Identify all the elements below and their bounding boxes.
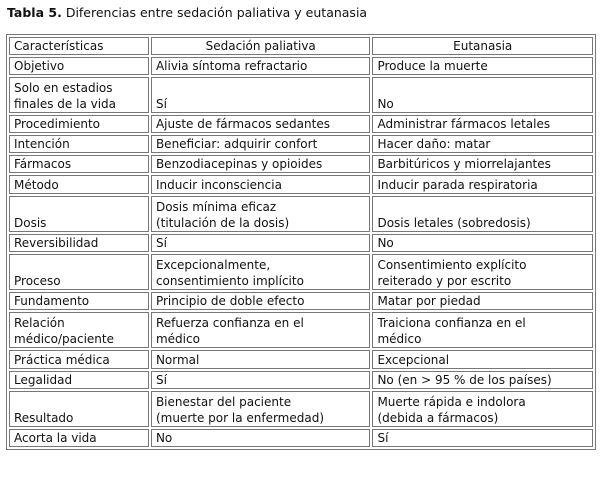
sedation-cell: Sí (151, 371, 371, 389)
characteristic-cell: Reversibilidad (9, 234, 149, 252)
table-row (9, 196, 593, 232)
table-row (9, 371, 593, 389)
euthanasia-cell: No (372, 77, 593, 113)
sedation-cell: Dosis mínima eficaz (titulación de la dosis) (151, 196, 371, 232)
sedation-cell: Principio de doble efecto (151, 292, 371, 310)
table-row (9, 77, 593, 113)
euthanasia-cell: Produce la muerte (372, 57, 593, 75)
sedation-cell: Excepcionalmente, consentimiento implícito (151, 254, 371, 290)
table-row (9, 175, 593, 194)
euthanasia-cell: Excepcional (372, 350, 593, 369)
euthanasia-cell: Hacer daño: matar (372, 135, 593, 153)
sedation-cell: Refuerza confianza en el médico (151, 312, 371, 348)
table-row (9, 234, 593, 252)
header-eutanasia: Eutanasia (372, 37, 593, 55)
characteristic-cell: Legalidad (9, 371, 149, 389)
comparison-table (6, 34, 596, 450)
table-row (9, 135, 593, 153)
euthanasia-cell: Consentimiento explícito reiterado y por escrito (372, 254, 593, 290)
euthanasia-cell: No (372, 234, 593, 252)
sedation-cell: Ajuste de fármacos sedantes (151, 115, 371, 133)
characteristic-cell: Método (9, 175, 149, 194)
euthanasia-cell: Inducir parada respiratoria (372, 175, 593, 194)
sedation-cell: Beneficiar: adquirir confort (151, 135, 371, 153)
table-row (9, 429, 593, 447)
table-row (9, 254, 593, 290)
euthanasia-cell: Sí (372, 429, 593, 447)
table-title: Diferencias entre sedación paliativa y eutanasia (65, 5, 368, 20)
table-row (9, 115, 593, 133)
sedation-cell: Sí (151, 234, 371, 252)
sedation-cell: Alivia síntoma refractario (151, 57, 371, 75)
characteristic-cell: Proceso (9, 254, 149, 290)
characteristic-cell: Objetivo (9, 57, 149, 75)
characteristic-cell: Fundamento (9, 292, 149, 310)
table-body (9, 37, 593, 447)
euthanasia-cell: No (en > 95 % de los países) (372, 371, 593, 389)
table-number: Tabla 5. (7, 5, 62, 20)
characteristic-cell: Solo en estadios finales de la vida (9, 77, 149, 113)
sedation-cell: Inducir inconsciencia (151, 175, 371, 194)
table-row (9, 350, 593, 369)
table-row (9, 57, 593, 75)
euthanasia-cell: Matar por piedad (372, 292, 593, 310)
sedation-cell: Bienestar del paciente (muerte por la enfermedad) (151, 391, 371, 427)
characteristic-cell: Procedimiento (9, 115, 149, 133)
characteristic-cell: Intención (9, 135, 149, 153)
sedation-cell: Normal (151, 350, 371, 369)
table-row (9, 391, 593, 427)
euthanasia-cell: Barbitúricos y miorrelajantes (372, 155, 593, 173)
euthanasia-cell: Traiciona confianza en el médico (372, 312, 593, 348)
characteristic-cell: Relación médico/paciente (9, 312, 149, 348)
table-row (9, 292, 593, 310)
characteristic-cell: Acorta la vida (9, 429, 149, 447)
table-row (9, 155, 593, 173)
table-caption (7, 5, 367, 21)
euthanasia-cell: Administrar fármacos letales (372, 115, 593, 133)
header-caracteristicas: Características (9, 37, 149, 55)
characteristic-cell: Fármacos (9, 155, 149, 173)
characteristic-cell: Resultado (9, 391, 149, 427)
euthanasia-cell: Dosis letales (sobredosis) (372, 196, 593, 232)
euthanasia-cell: Muerte rápida e indolora (debida a fármacos) (372, 391, 593, 427)
characteristic-cell: Práctica médica (9, 350, 149, 369)
header-sedacion-paliativa: Sedación paliativa (151, 37, 371, 55)
sedation-cell: No (151, 429, 371, 447)
sedation-cell: Sí (151, 77, 371, 113)
sedation-cell: Benzodiacepinas y opioides (151, 155, 371, 173)
header-row (9, 37, 593, 55)
characteristic-cell: Dosis (9, 196, 149, 232)
table-row (9, 312, 593, 348)
